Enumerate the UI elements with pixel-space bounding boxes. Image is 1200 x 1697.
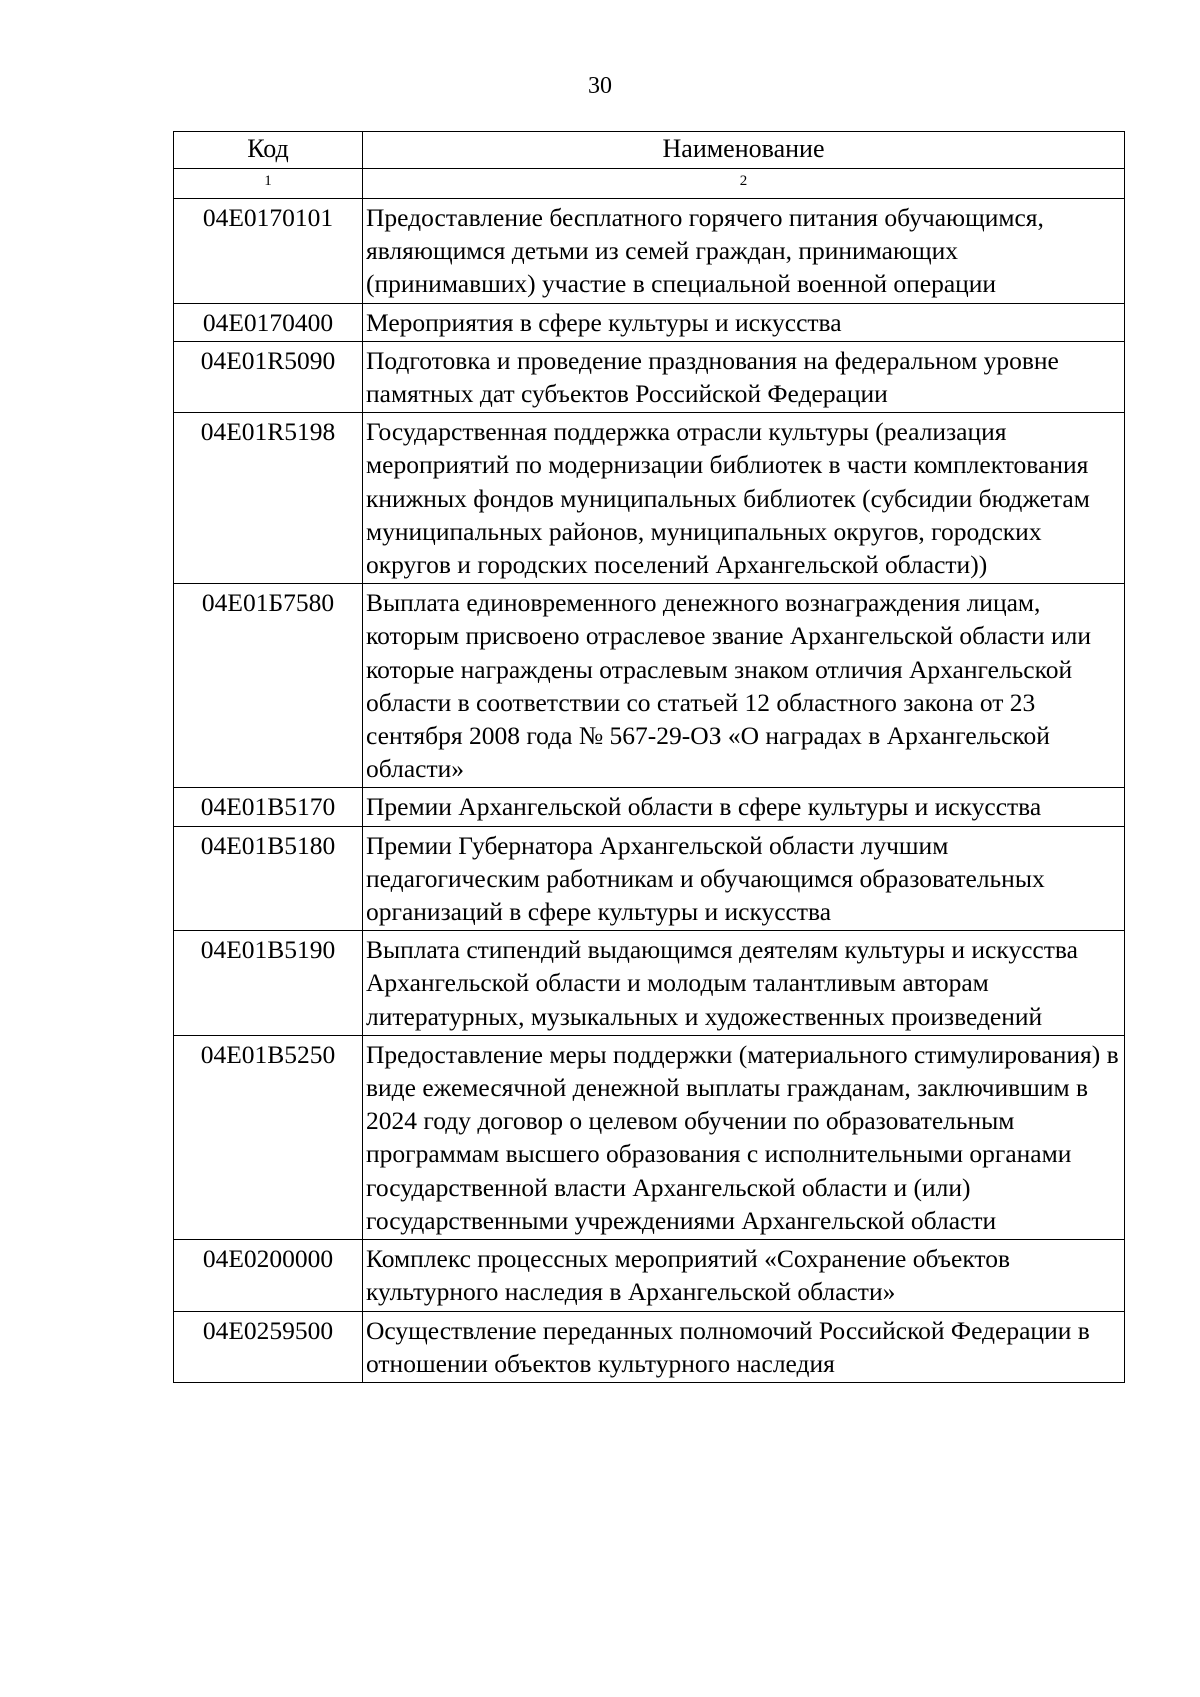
- table-row: [174, 341, 1125, 412]
- row-code: 04Е0170400: [174, 303, 363, 341]
- row-name: Выплата стипендий выдающимся деятелям культуры и искусства Архангельской области и молодым талантливым авторам литературных, музыкальных и художественных произведений: [363, 931, 1125, 1036]
- row-code: 04Е01Б7580: [174, 584, 363, 788]
- row-name: Комплекс процессных мероприятий «Сохранение объектов культурного наследия в Архангельской области»: [363, 1240, 1125, 1311]
- table-row: [174, 413, 1125, 584]
- column-number-name: 2: [363, 169, 1125, 199]
- row-code: 04Е0259500: [174, 1311, 363, 1382]
- column-number-code: 1: [174, 169, 363, 199]
- table-row: [174, 931, 1125, 1036]
- table-row: [174, 303, 1125, 341]
- table-row: [174, 584, 1125, 788]
- row-name: Подготовка и проведение празднования на федеральном уровне памятных дат субъектов Российской Федерации: [363, 341, 1125, 412]
- row-code: 04Е01R5198: [174, 413, 363, 584]
- row-name: Премии Губернатора Архангельской области лучшим педагогическим работникам и обучающимся образовательных организаций в сфере культуры и искусства: [363, 826, 1125, 931]
- header-code: Код: [174, 132, 363, 169]
- row-code: 04Е0200000: [174, 1240, 363, 1311]
- table-row: [174, 826, 1125, 931]
- header-name: Наименование: [363, 132, 1125, 169]
- table-row: [174, 199, 1125, 304]
- row-code: 04Е01В5190: [174, 931, 363, 1036]
- table-row: [174, 1311, 1125, 1382]
- table-header-row: [174, 132, 1125, 169]
- row-name: Государственная поддержка отрасли культуры (реализация мероприятий по модернизации библиотек в части комплектования книжных фондов муниципальных библиотек (субсидии бюджетам муниципальных районов, муниципальных округов, городских округов и городских поселений Архангельской области)): [363, 413, 1125, 584]
- row-name: Выплата единовременного денежного вознаграждения лицам, которым присвоено отраслевое звание Архангельской области или которые награждены отраслевым знаком отличия Архангельской области в соответствии со статьей 12 областного закона от 23 сентября 2008 года № 567-29-ОЗ «О наградах в Архангельской области»: [363, 584, 1125, 788]
- row-code: 04Е01В5180: [174, 826, 363, 931]
- table-row: [174, 788, 1125, 826]
- table-row: [174, 1035, 1125, 1239]
- budget-code-table: [173, 131, 1125, 1383]
- row-code: 04Е01R5090: [174, 341, 363, 412]
- row-code: 04Е0170101: [174, 199, 363, 304]
- row-name: Предоставление меры поддержки (материального стимулирования) в виде ежемесячной денежной выплаты гражданам, заключившим в 2024 году договор о целевом обучении по образовательным программам высшего образования с исполнительными органами государственной власти Архангельской области и (или) государственными учреждениями Архангельской области: [363, 1035, 1125, 1239]
- row-code: 04Е01В5170: [174, 788, 363, 826]
- row-name: Мероприятия в сфере культуры и искусства: [363, 303, 1125, 341]
- table-row: [174, 1240, 1125, 1311]
- page-number: 30: [588, 73, 612, 99]
- row-name: Премии Архангельской области в сфере культуры и искусства: [363, 788, 1125, 826]
- row-code: 04Е01В5250: [174, 1035, 363, 1239]
- row-name: Предоставление бесплатного горячего питания обучающимся, являющимся детьми из семей граждан, принимающих (принимавших) участие в специальной военной операции: [363, 199, 1125, 304]
- column-number-row: [174, 169, 1125, 199]
- row-name: Осуществление переданных полномочий Российской Федерации в отношении объектов культурного наследия: [363, 1311, 1125, 1382]
